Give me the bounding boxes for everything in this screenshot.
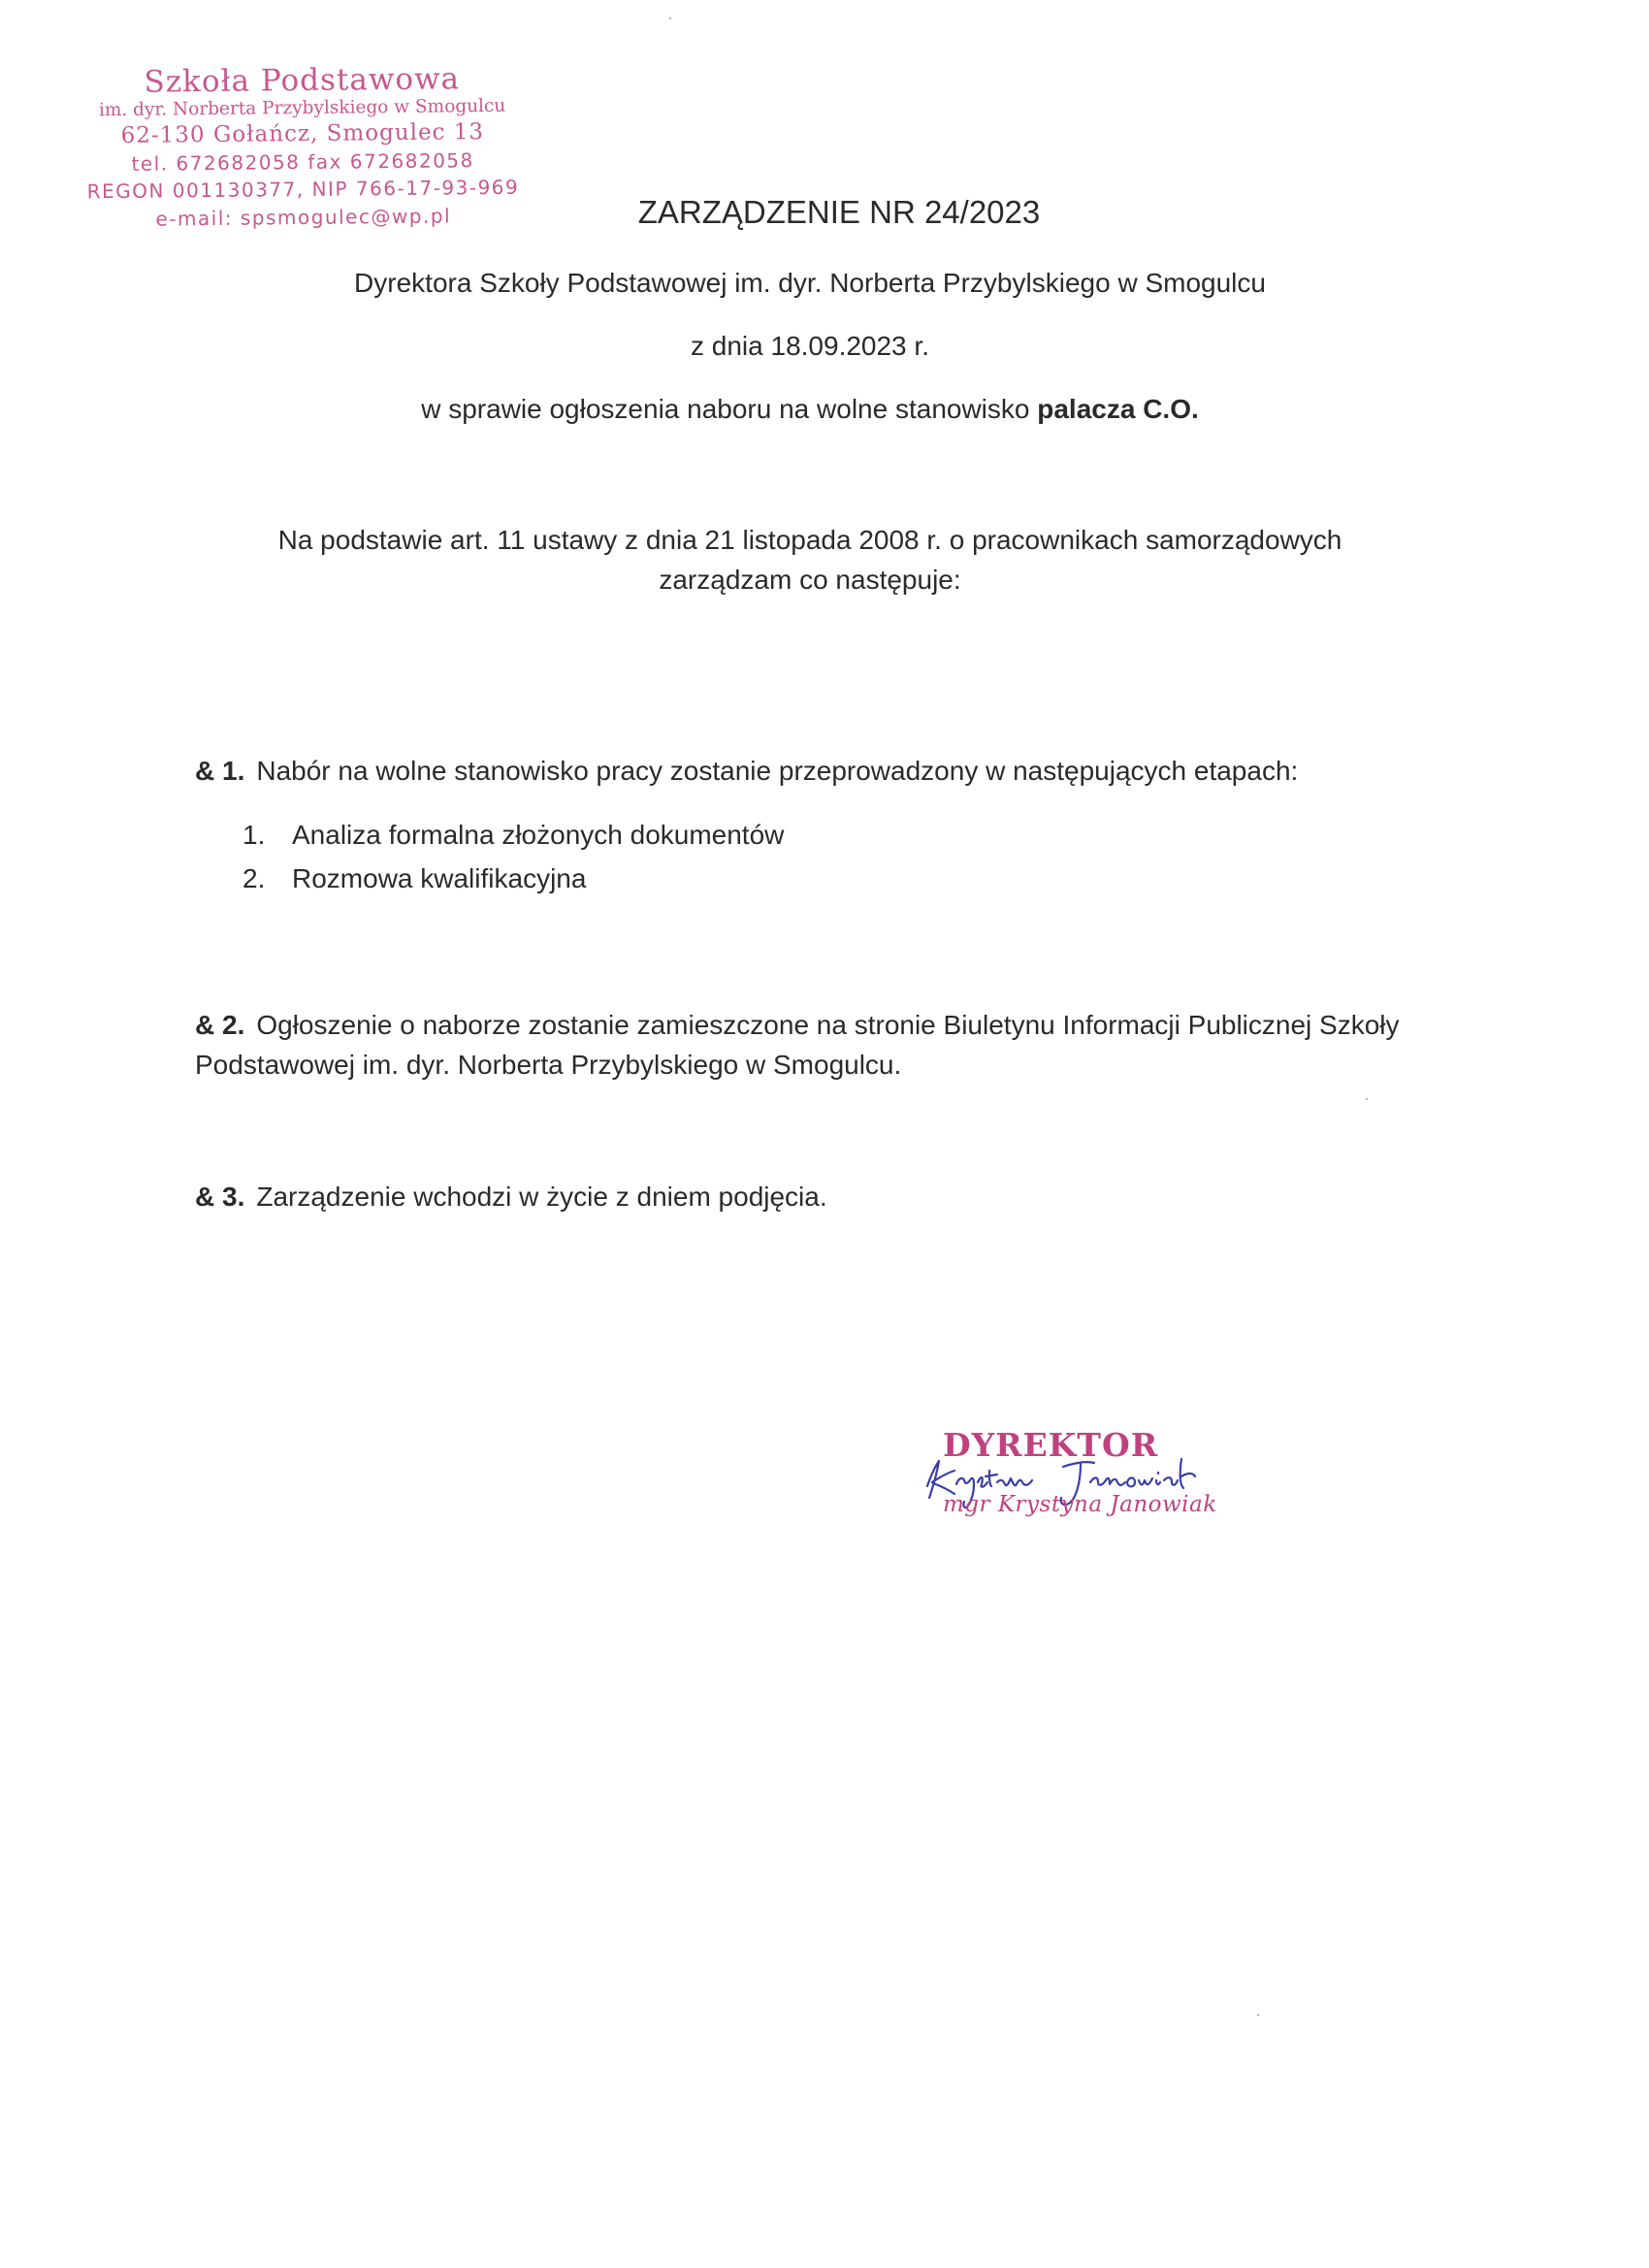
subject-position: palacza C.O. (1037, 394, 1199, 424)
section-2 (195, 1005, 1446, 1085)
stamp-line-school: Szkoła Podstawowa (144, 61, 461, 100)
legal-basis-text: Na podstawie art. 11 ustawy z dnia 21 listopada 2008 r. o pracownikach samorządowych (277, 525, 1342, 555)
document-issuer: Dyrektora Szkoły Podstawowej im. dyr. Norberta Przybylskiego w Smogulcu (354, 268, 1266, 298)
subject-prefix: w sprawie ogłoszenia naboru na wolne stanowisko (421, 394, 1038, 424)
list-item (242, 858, 784, 901)
section-text: Ogłoszenie o naborze zostanie zamieszczone na stronie Biuletynu Informacji Publicznej Szkoły Podstawowej im. dyr. Norberta Przybylskiego w Smogulcu. (195, 1010, 1400, 1081)
recruitment-steps-list (242, 814, 784, 901)
section-number: & 2. (195, 1010, 245, 1040)
document-date: z dnia 18.09.2023 r. (691, 331, 929, 361)
stamp-line-phone: tel. 672682058 fax 672682058 (131, 148, 474, 176)
director-title: DYREKTOR (943, 1426, 1159, 1464)
section-number: & 1. (195, 756, 245, 786)
step-number: 2. (242, 862, 266, 893)
legal-basis (223, 520, 1397, 600)
legal-basis-decree: zarządzam co następuje: (659, 565, 961, 596)
stamp-line-email: e-mail: spsmogulec@wp.pl (155, 204, 452, 231)
list-item (242, 814, 784, 858)
director-stamp (920, 1426, 1230, 1533)
scan-speck (1366, 1098, 1368, 1100)
stamp-line-address: 62-130 Gołańcz, Smogulec 13 (120, 119, 485, 149)
step-text: Analiza formalna złożonych dokumentów (292, 820, 785, 850)
director-name: mgr Krystyna Janowiak (943, 1492, 1217, 1517)
document-title: ZARZĄDZENIE NR 24/2023 (637, 194, 1041, 230)
step-text: Rozmowa kwalifikacyjna (292, 862, 587, 893)
section-number: & 3. (195, 1182, 245, 1212)
step-number: 1. (242, 820, 266, 850)
section-3 (195, 1177, 1446, 1216)
document-subject (0, 394, 1620, 425)
school-stamp (69, 63, 536, 229)
scan-speck (1257, 2014, 1259, 2016)
section-1 (195, 751, 1446, 791)
stamp-line-regon: REGON 001130377, NIP 766-17-93-969 (86, 175, 520, 204)
scan-speck (669, 17, 671, 19)
stamp-line-patron: im. dyr. Norberta Przybylskiego w Smogulcu (98, 95, 506, 120)
section-text: Nabór na wolne stanowisko pracy zostanie przeprowadzony w następujących etapach: (256, 756, 1299, 786)
section-text: Zarządzenie wchodzi w życie z dniem podjęcia. (256, 1182, 827, 1212)
